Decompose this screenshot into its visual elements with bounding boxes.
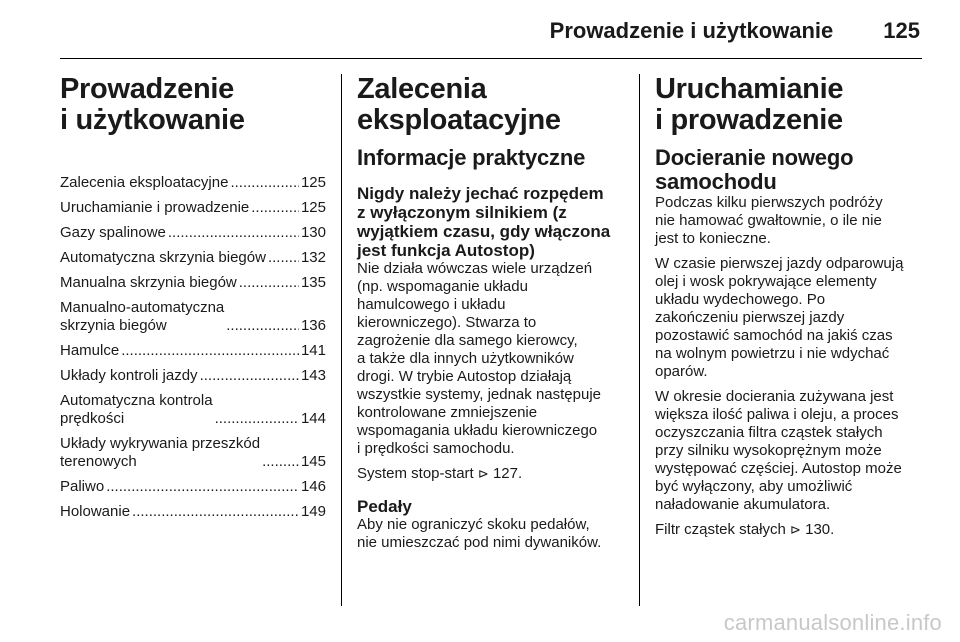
toc-leader-dots [262, 453, 299, 471]
toc-leader-dots [251, 199, 299, 217]
toc-leader-dots [106, 478, 299, 496]
toc-leader-dots [200, 367, 299, 385]
column-operating-advice [357, 74, 623, 559]
watermark: carmanualsonline.info [723, 610, 942, 635]
toc-entry[interactable] [60, 274, 326, 292]
toc-entry-label: Automatyczna kontrola prędkości [60, 392, 213, 427]
toc-entry-label: Zalecenia eksploatacyjne [60, 174, 229, 191]
toc-leader-dots [132, 503, 299, 521]
heading-pedals: Pedały [357, 497, 412, 516]
toc-entry[interactable] [60, 199, 326, 217]
toc-entry[interactable] [60, 299, 326, 335]
paragraph-running-in: W okresie docierania zużywana jest większa ilość paliwa i oleju, a proces oczyszczania filtra cząstek stałych przy silniku wysokoprężnym może występować częściej. Autostop może być wyłączony, aby umożliwić naładowanie akumulatora. [655, 388, 902, 513]
toc-entry-page: 132 [300, 249, 326, 266]
toc-entry-page: 149 [300, 503, 326, 520]
subtitle-informacje: Informacje praktyczne [357, 145, 586, 170]
toc-leader-dots [226, 317, 299, 335]
toc-leader-dots [168, 224, 299, 242]
toc-entry-label: Hamulce [60, 342, 120, 359]
toc-entry-label: Układy wykrywania przeszkód terenowych [60, 435, 261, 470]
toc-leader-dots [230, 174, 299, 192]
paragraph-autostop: Nie działa wówczas wiele urządzeń (np. wspomaganie układu hamulcowego i układu kierowniczego). Stwarza to zagrożenie dla samego kierowcy, a także dla innych użytkowników drogi. W trybie Autostop działają wszystkie systemy, jednak następuje kontrolowane zmniejszenie wspomagania układu kierowniczego i prędkości samochodu. [357, 260, 601, 457]
header-rule [60, 58, 922, 59]
toc-entry-page: 136 [300, 317, 326, 334]
toc-entry[interactable] [60, 503, 326, 521]
toc-leader-dots [121, 342, 299, 360]
toc-entry[interactable] [60, 367, 326, 385]
header-title: Prowadzenie i użytkowanie [549, 18, 834, 43]
page-reference-link[interactable]: 127. [492, 465, 523, 482]
toc-entry[interactable] [60, 249, 326, 267]
cross-reference-arrow-icon: ⊳ [790, 522, 801, 537]
column-starting-driving [655, 74, 925, 546]
toc-leader-dots [239, 274, 299, 292]
toc-entry[interactable] [60, 435, 326, 471]
chapter-title: Prowadzenie i użytkowanie [60, 73, 245, 136]
toc-entry[interactable] [60, 478, 326, 496]
paragraph-exhaust-vapours: W czasie pierwszej jazdy odparowują olej i wosk pokrywające elementy układu wydechowego. Po zakończeniu pierwszej jazdy pozostawić samochód na jakiś czas na wolnym powietrzu i nie wdychać oparów. [655, 255, 904, 380]
section-title-uruchamianie: Uruchamianie i prowadzenie [655, 73, 844, 136]
toc-entry-label: Gazy spalinowe [60, 224, 166, 241]
paragraph-pedals: Aby nie ograniczyć skoku pedałów, nie umieszczać pod nimi dywaników. [357, 516, 602, 551]
paragraph-stop-start-ref: System stop-start ⊳ 127. [357, 465, 523, 482]
page-reference-link[interactable]: 130. [805, 521, 835, 538]
toc-entry-label: Holowanie [60, 503, 131, 520]
toc-entry-label: Manualno-automatyczna skrzynia biegów [60, 299, 225, 334]
page-header [550, 18, 920, 44]
paragraph-first-trips: Podczas kilku pierwszych podróży nie hamować gwałtownie, o ile nie jest to konieczne. [655, 194, 883, 247]
column-divider-1 [341, 74, 342, 606]
toc-entry[interactable] [60, 392, 326, 428]
toc-entry[interactable] [60, 174, 326, 192]
toc-entry-page: 141 [300, 342, 326, 359]
toc-entry-page: 144 [300, 410, 326, 427]
toc-entry[interactable] [60, 342, 326, 360]
column-divider-2 [639, 74, 640, 606]
toc-entry-page: 125 [300, 199, 326, 216]
toc-entry-label: Uruchamianie i prowadzenie [60, 199, 250, 216]
toc-entry-page: 135 [300, 274, 326, 291]
toc-leader-dots [215, 410, 299, 428]
toc-entry-page: 146 [300, 478, 326, 495]
toc-entry-page: 130 [300, 224, 326, 241]
column-chapter-contents [60, 74, 326, 528]
paragraph-particle-filter-ref: Filtr cząstek stałych ⊳ 130. [655, 521, 835, 538]
toc-entry-page: 145 [300, 453, 326, 470]
heading-autostop: Nigdy należy jechać rozpędem z wyłączonym silnikiem (z wyjątkiem czasu, gdy włączona jest funkcja Autostop) [357, 184, 611, 260]
toc-entry-label: Automatyczna skrzynia biegów [60, 249, 266, 266]
toc-entry-page: 143 [300, 367, 326, 384]
toc-entry[interactable] [60, 224, 326, 242]
table-of-contents [60, 174, 326, 521]
toc-entry-page: 125 [300, 174, 326, 191]
toc-leader-dots [268, 249, 299, 267]
toc-entry-label: Układy kontroli jazdy [60, 367, 198, 384]
page-number: 125 [883, 18, 920, 43]
toc-entry-label: Paliwo [60, 478, 105, 495]
toc-entry-label: Manualna skrzynia biegów [60, 274, 237, 291]
cross-reference-arrow-icon: ⊳ [477, 466, 489, 481]
section-title-zalecenia: Zalecenia eksploatacyjne [357, 73, 561, 136]
subtitle-docieranie: Docieranie nowego samochodu [655, 145, 854, 194]
